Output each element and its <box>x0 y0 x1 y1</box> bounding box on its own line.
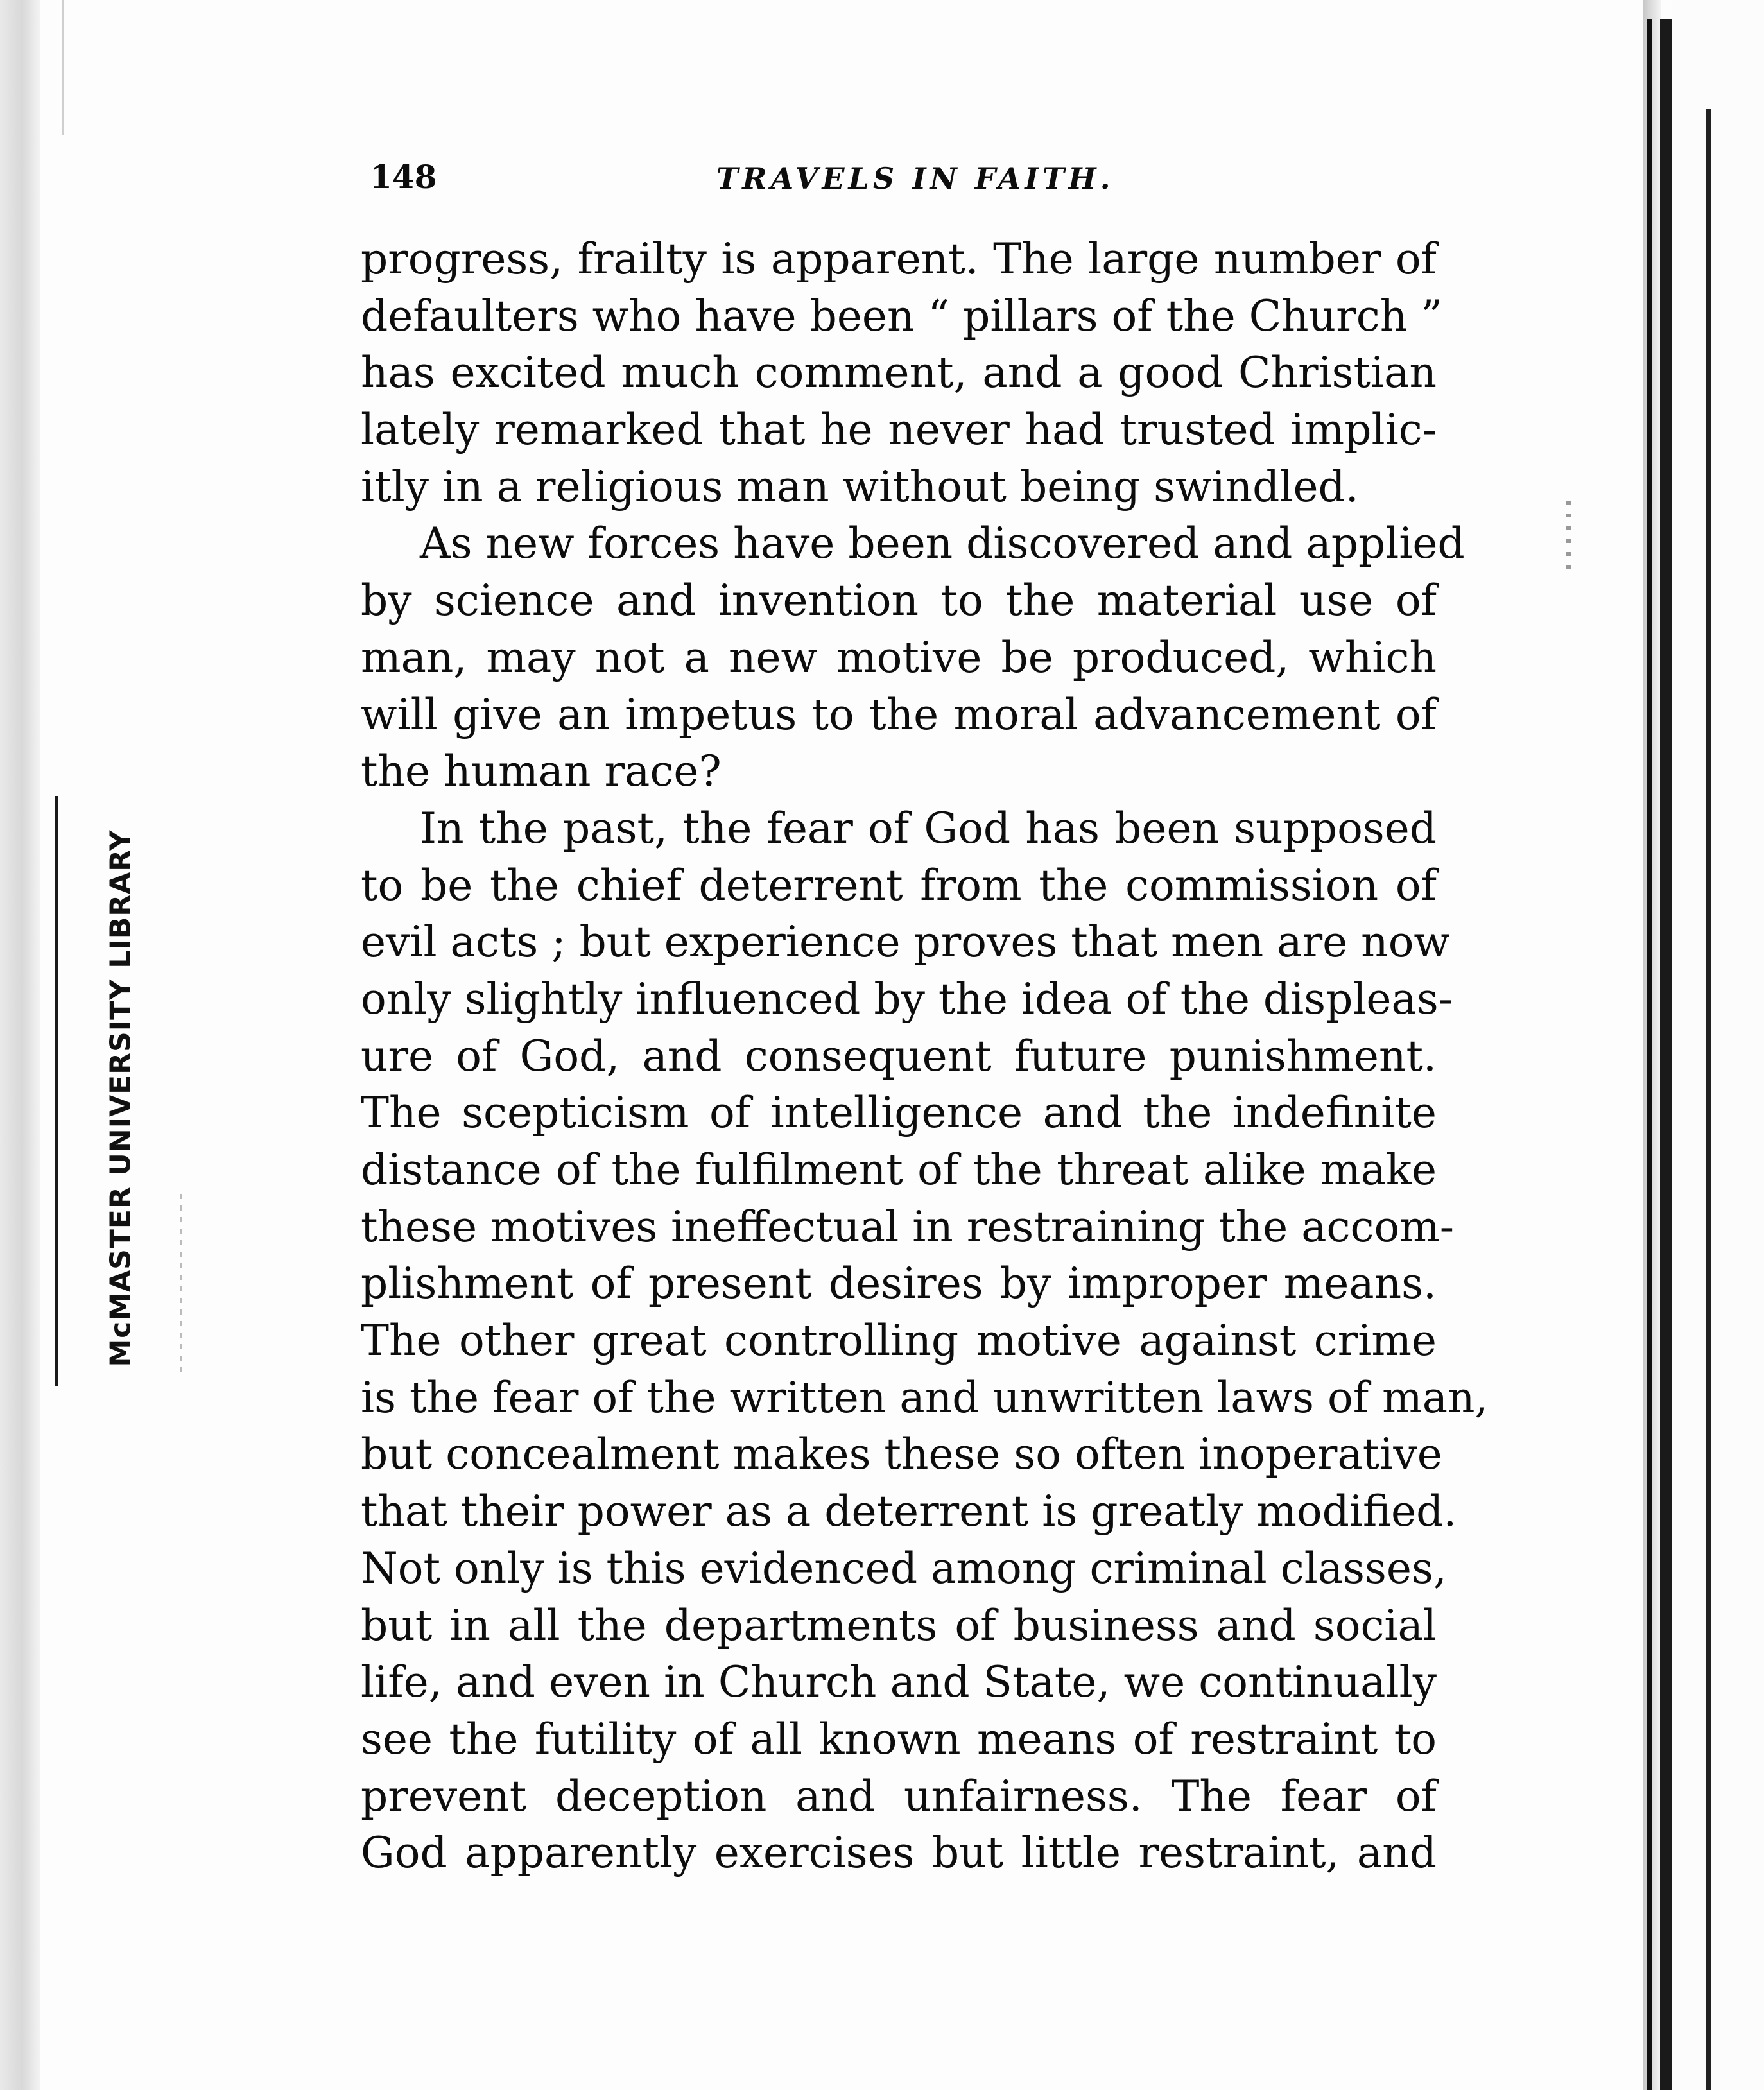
text-line: that their power as a deterrent is greatly modified. <box>361 1487 1457 1537</box>
scan-left-edge <box>0 0 40 2090</box>
text-line: to be the chief deterrent from the commission of <box>361 860 1437 910</box>
text-line: distance of the fulfilment of the threat alike make <box>361 1145 1437 1195</box>
text-line: will give an impetus to the moral advancement of <box>361 689 1437 739</box>
scan-edge-mark <box>62 0 64 135</box>
text-line: only slightly influenced by the idea of the displeas- <box>361 974 1453 1024</box>
library-stamp-text: McMASTER UNIVERSITY LIBRARY <box>104 829 137 1367</box>
text-line: man, may not a new motive be produced, which <box>361 632 1437 682</box>
text-line: prevent deception and unfairness. The fear of <box>361 1771 1437 1821</box>
text-line: by science and invention to the material use of <box>361 576 1437 626</box>
text-line: but concealment makes these so often inoperative <box>361 1429 1442 1480</box>
text-line: The scepticism of intelligence and the indefinite <box>361 1088 1437 1138</box>
running-title: TRAVELS IN FAITH. <box>716 161 1114 196</box>
text-line: see the futility of all known means of restraint to <box>361 1714 1437 1764</box>
text-line: these motives ineffectual in restraining the accom- <box>361 1202 1455 1252</box>
gutter-rule-thick <box>1660 19 1672 2090</box>
text-line: the human race? <box>361 747 722 797</box>
text-line: lately remarked that he never had trusted implic- <box>361 405 1437 455</box>
text-line: life, and even in Church and State, we continually <box>361 1657 1437 1707</box>
page-number: 148 <box>370 158 437 196</box>
text-line: itly in a religious man without being swindled. <box>361 462 1359 512</box>
text-line: In the past, the fear of God has been supposed <box>420 803 1437 853</box>
text-line: defaulters who have been “ pillars of the Church ” <box>361 291 1442 341</box>
adjacent-page-rule <box>1706 109 1711 2090</box>
text-line: but in all the departments of business and social <box>361 1600 1437 1650</box>
text-line: has excited much comment, and a good Christian <box>361 348 1437 398</box>
gutter-rule <box>1647 19 1652 2090</box>
text-line: evil acts ; but experience proves that men are now <box>361 917 1450 967</box>
text-line: ure of God, and consequent future punishment. <box>361 1031 1437 1081</box>
text-line: The other great controlling motive against crime <box>361 1316 1437 1366</box>
library-stamp <box>98 829 144 1367</box>
scan-edge-line <box>55 796 58 1386</box>
body-text <box>361 231 1489 1882</box>
adjacent-page <box>1672 0 1764 2090</box>
text-line: progress, frailty is apparent. The large number of <box>361 234 1437 284</box>
text-line: plishment of present desires by improper means. <box>361 1259 1437 1309</box>
text-line: As new forces have been discovered and applied <box>420 519 1465 569</box>
paragraph <box>361 800 1489 1882</box>
scan-artifact-right <box>1566 501 1571 578</box>
paragraph <box>361 515 1465 800</box>
text-line: God apparently exercises but little restraint, and <box>361 1828 1437 1878</box>
paragraph <box>361 231 1442 515</box>
text-line: Not only is this evidenced among criminal classes, <box>361 1543 1447 1593</box>
text-line: is the fear of the written and unwritten laws of man, <box>361 1372 1489 1422</box>
page-gutter <box>1643 0 1661 2090</box>
scan-artifact <box>180 1194 182 1374</box>
